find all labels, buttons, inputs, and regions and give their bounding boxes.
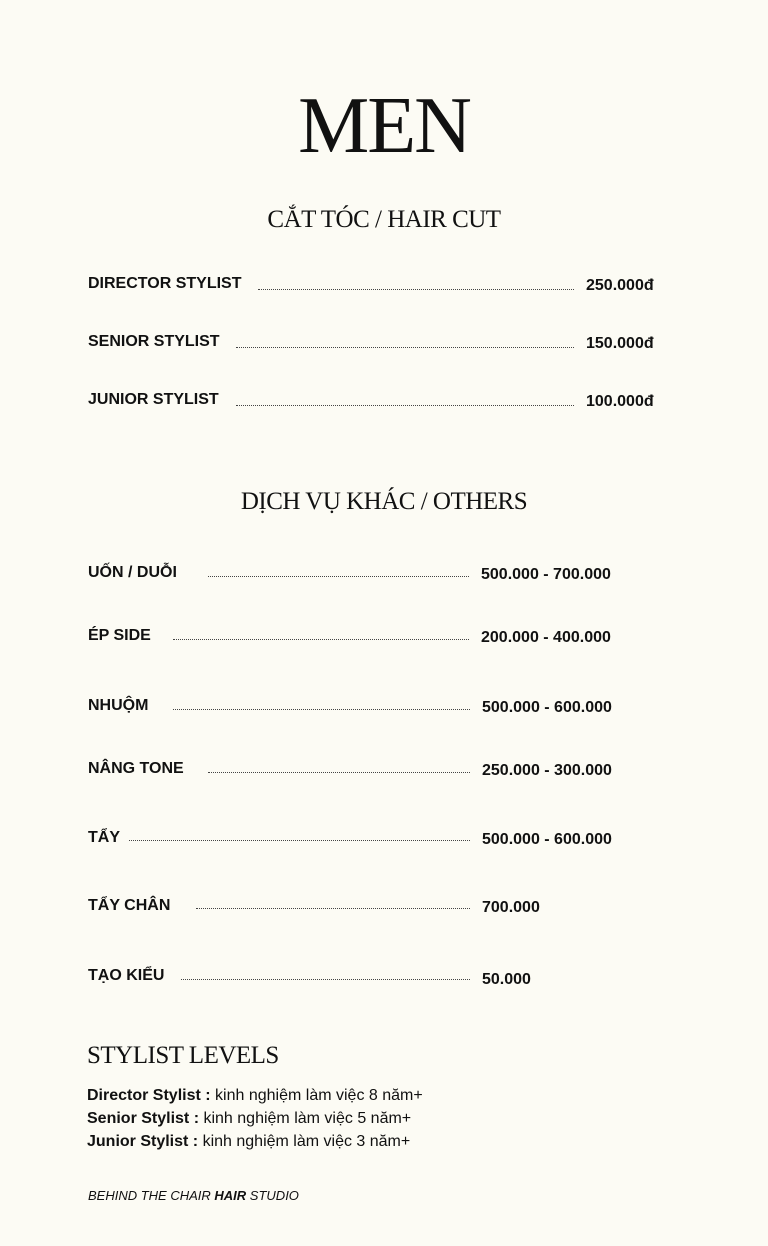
service-price: 500.000 - 600.000 bbox=[482, 699, 612, 716]
footer-suffix: STUDIO bbox=[246, 1188, 299, 1203]
dotted-leader bbox=[236, 405, 574, 406]
others-heading: DỊCH VỤ KHÁC / OTHERS bbox=[240, 488, 528, 515]
level-line-director bbox=[87, 1085, 423, 1107]
level-description: kinh nghiệm làm việc 5 năm+ bbox=[199, 1110, 412, 1127]
level-description: kinh nghiệm làm việc 8 năm+ bbox=[210, 1087, 423, 1104]
dotted-leader bbox=[129, 840, 470, 841]
service-price: 200.000 - 400.000 bbox=[481, 629, 611, 646]
dotted-leader bbox=[173, 639, 469, 640]
level-description: kinh nghiệm làm việc 3 năm+ bbox=[198, 1133, 411, 1150]
dotted-leader bbox=[236, 347, 574, 348]
service-label: UỐN / DUỖI bbox=[88, 564, 177, 581]
service-label: TẨY bbox=[88, 829, 120, 846]
footer-brand: HAIR bbox=[214, 1188, 247, 1203]
level-line-junior bbox=[87, 1131, 410, 1153]
service-price: 250.000 - 300.000 bbox=[482, 762, 612, 779]
service-label: TẨY CHÂN bbox=[88, 897, 171, 914]
level-name: Junior Stylist : bbox=[87, 1133, 199, 1150]
service-label: TẠO KIỂU bbox=[88, 967, 165, 984]
service-price: 150.000đ bbox=[586, 335, 654, 352]
haircut-heading: CẮT TÓC / HAIR CUT bbox=[267, 206, 501, 233]
dotted-leader bbox=[208, 772, 470, 773]
service-label: NHUỘM bbox=[88, 697, 149, 714]
service-label: JUNIOR STYLIST bbox=[88, 391, 219, 408]
footer-prefix: BEHIND THE CHAIR bbox=[88, 1188, 215, 1203]
level-line-senior bbox=[87, 1108, 411, 1130]
service-price: 250.000đ bbox=[586, 277, 654, 294]
service-price: 50.000 bbox=[482, 971, 531, 988]
service-price: 500.000 - 600.000 bbox=[482, 831, 612, 848]
level-name: Senior Stylist : bbox=[87, 1110, 200, 1127]
dotted-leader bbox=[196, 908, 470, 909]
stylist-levels-heading: STYLIST LEVELS bbox=[87, 1042, 279, 1069]
service-label: DIRECTOR STYLIST bbox=[88, 275, 242, 292]
page-title: MEN bbox=[298, 82, 470, 170]
service-label: SENIOR STYLIST bbox=[88, 333, 220, 350]
studio-footer bbox=[88, 1187, 299, 1205]
service-label: ÉP SIDE bbox=[88, 627, 151, 644]
service-price: 500.000 - 700.000 bbox=[481, 566, 611, 583]
dotted-leader bbox=[181, 979, 470, 980]
service-price: 700.000 bbox=[482, 899, 540, 916]
dotted-leader bbox=[258, 289, 574, 290]
dotted-leader bbox=[173, 709, 470, 710]
service-price: 100.000đ bbox=[586, 393, 654, 410]
service-label: NÂNG TONE bbox=[88, 760, 184, 777]
level-name: Director Stylist : bbox=[87, 1087, 211, 1104]
dotted-leader bbox=[208, 576, 469, 577]
